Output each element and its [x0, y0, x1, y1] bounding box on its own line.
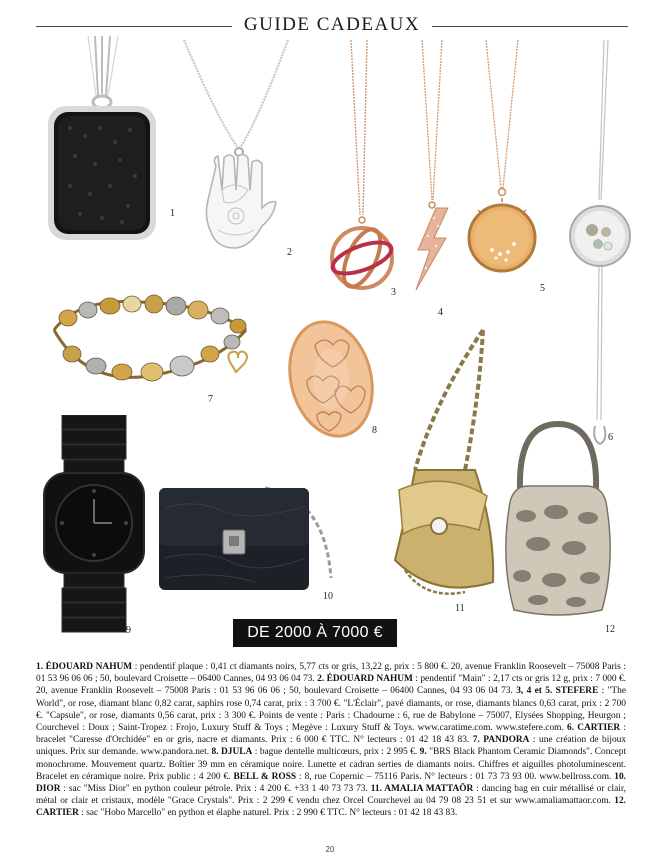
entry-label: BELL & ROSS — [233, 771, 297, 782]
product-number-5: 5 — [540, 283, 545, 294]
product-4-eclair-pendant — [410, 40, 455, 310]
product-2-hamsa-pendant — [178, 40, 290, 255]
product-number-9: 9 — [126, 625, 131, 636]
entry-label: 8. DJULA — [211, 747, 253, 758]
product-number-3: 3 — [391, 287, 396, 298]
entry-text: : dancing bag en cuir métallisé or clair, métal or clair et cristaux, modèle "Grace Crystals". Prix : 2 299 € vendu chez Orcel Courchevel au 04 79 08 23 51 et sur www.amaliamattaor.com. — [36, 784, 627, 807]
product-6-caresse-bracelet — [568, 40, 633, 455]
product-number-10: 10 — [323, 591, 333, 602]
product-9-black-watch — [38, 415, 150, 635]
entry-text: : bague dentelle multicœurs, prix : 2 995 €. — [252, 747, 420, 758]
product-number-4: 4 — [438, 307, 443, 318]
product-number-8: 8 — [372, 425, 377, 436]
entry-text: : une création de bijoux uniques. Prix sur demande. www.pandora.net. — [36, 735, 627, 758]
entry-label: 9. — [419, 747, 430, 758]
entry-text: : "The World", or rose, diamant blanc 0,82 carat, saphirs rose 0,74 carat, prix : 3 700 €. "L'Éclair", pavé diamants, or rose, diamants blancs 0,63 carat, prix : 2 700 €. "Capsule", or rose, diamants 0,56 carat, prix : 3 300 €. Points de vente : Paris : Chadourne : 6, rue de Babylone – 75007, Elysées Shopping, Heurgon ; Courchevel : Doux ; Saint-Tropez : Frojo, Luxury Stuff & Toys ; Megève : Luxury Stuff & Toys. www.caratime.com. www.stefere.com. — [36, 686, 627, 734]
entry-label: 7. PANDORA — [472, 735, 530, 746]
price-range-banner: DE 2000 À 7000 € — [233, 619, 397, 647]
product-5-capsule-pendant — [462, 40, 542, 290]
product-descriptions — [36, 661, 626, 820]
entry-label: 1. ÉDOUARD NAHUM — [36, 662, 133, 672]
product-number-6: 6 — [608, 432, 613, 443]
entry-text: : 8, rue Copernic – 75116 Paris. N° lecteurs : 01 73 73 93 00. www.bellross.com. — [296, 771, 615, 782]
entry-label: 10. DIOR — [36, 771, 627, 795]
product-12-hobo-python-bag — [498, 420, 616, 620]
product-11-gold-dancing-bag — [375, 320, 505, 615]
product-number-7: 7 — [208, 394, 213, 405]
entry-text: : sac "Miss Dior" en python couleur pétrole. Prix : 4 200 €. +33 1 40 73 73 73. — [60, 784, 371, 795]
product-number-12: 12 — [605, 624, 615, 635]
product-10-miss-dior-bag — [155, 478, 345, 608]
product-number-1: 1 — [170, 208, 175, 219]
product-number-2: 2 — [287, 247, 292, 258]
product-8-lace-ring — [285, 315, 380, 445]
entry-label: 11. AMALIA MATTAÖR — [370, 784, 474, 795]
entry-label: 6. CARTIER — [567, 723, 621, 734]
page-title: GUIDE CADEAUX — [243, 14, 421, 35]
product-7-charm-bracelet — [48, 280, 253, 400]
entry-text: : sac "Hobo Marcello" en python et élaphe naturel. Prix : 2 990 € TTC. N° lecteurs : 01 42 18 43 83. — [78, 808, 458, 819]
header-rule-right — [432, 26, 628, 27]
entry-label: 3, 4 et 5. STEFERE — [516, 686, 599, 697]
entry-text: : bracelet "Caresse d'Orchidée" en or gris, nacre et diamants. Prix : 6 000 € TTC. N° lecteurs : 01 42 18 43 83. — [36, 723, 626, 746]
product-1-dog-tag-pendant — [40, 36, 165, 246]
product-number-11: 11 — [455, 603, 465, 614]
entry-text: : pendentif "Main" : 2,17 cts or gris 12 g, prix : 7 000 €. 20, avenue Franklin Roosevelt – 75008 Paris : 01 53 96 06 06 ; 50, boulevard Croisette – 06400 Cannes, 04 93 06 04 73. — [36, 674, 626, 697]
product-3-the-world-pendant — [327, 40, 397, 295]
entry-text: "BRS Black Phantom Ceramic Diamonds". Concept monochrome. Mouvement quartz. Boîtier 39 mm en céramique noire. Lunette et cadran serties de diamants noirs. Chiffres et aiguilles photoluminescent. Bracelet en céramique noire. Prix public : 4 200 €. — [36, 747, 626, 782]
entry-label: 12. CARTIER — [36, 796, 626, 819]
entry-label: 2. ÉDOUARD NAHUM — [317, 674, 413, 685]
page-number: 20 — [325, 845, 335, 854]
header-rule-left — [36, 26, 232, 27]
entry-text: : pendentif plaque : 0,41 ct diamants noirs, 5,77 cts or gris, 13,22 g, prix : 5 800 €. 20, avenue Franklin Roosevelt – 75008 Paris : 01 53 96 06 06 ; 50, boulevard Croisette – 06400 Cannes, 04 93 06 04 73. — [36, 662, 626, 685]
